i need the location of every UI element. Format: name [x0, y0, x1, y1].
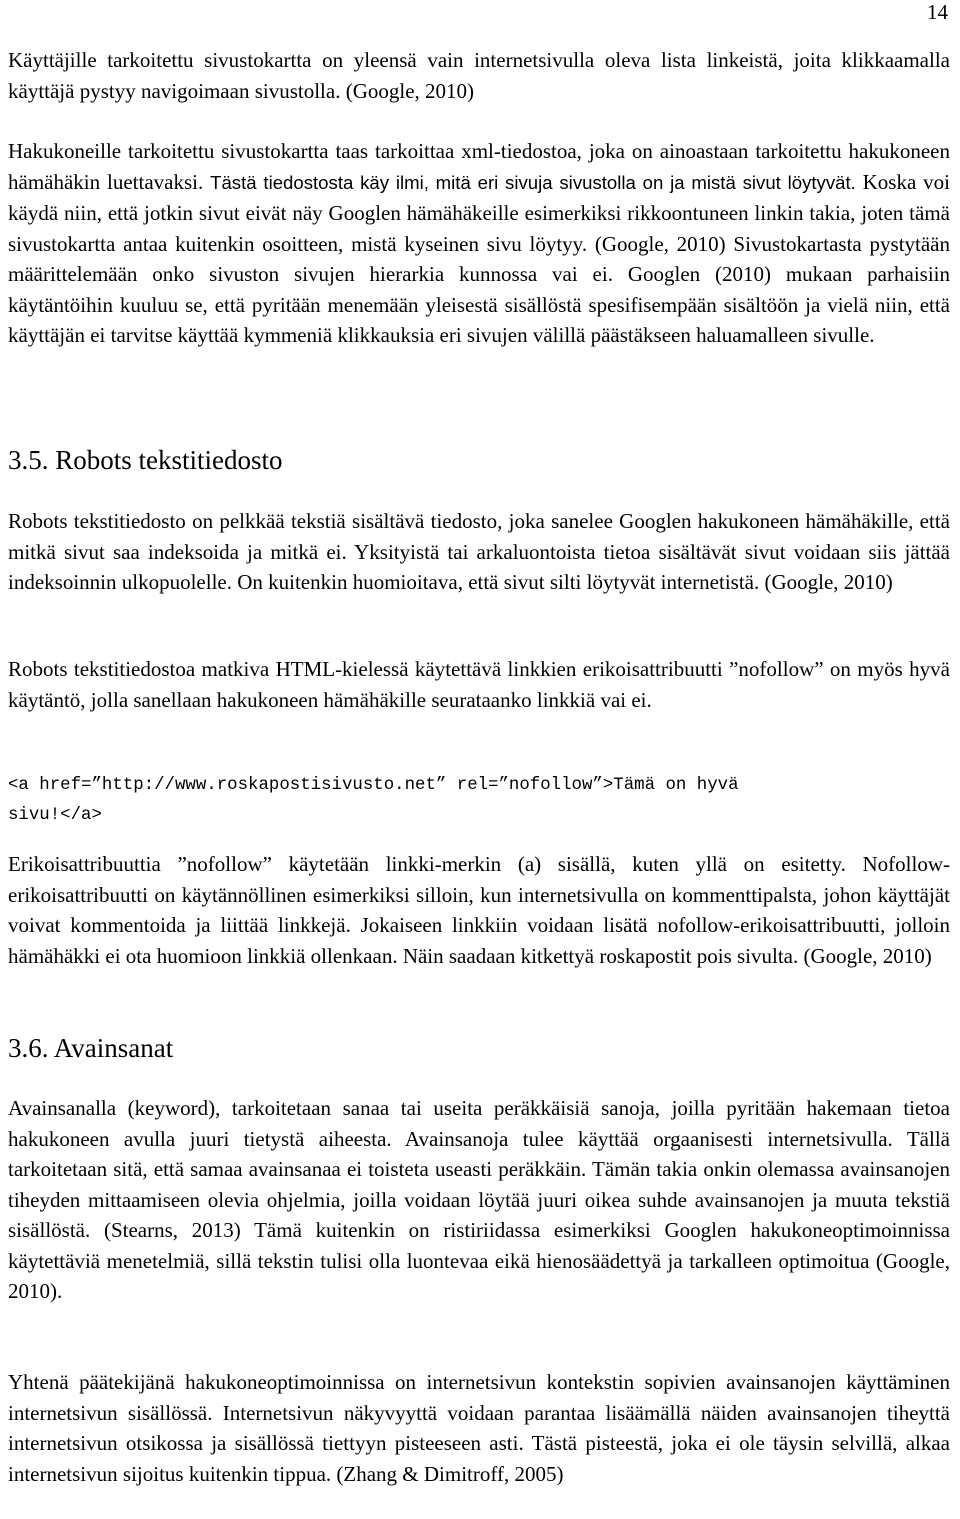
- paragraph-text: Käyttäjille tarkoitettu sivustokartta on yleensä vain internetsivulla oleva lista linkeistä, joita klikkaamalla käyttäjä pystyy navigoimaan sivustolla.: [8, 48, 950, 103]
- paragraph-nofollow-usage: Erikoisattribuuttia ”nofollow” käytetään linkki-merkin (a) sisällä, kuten yllä on esitetty. Nofollow-erikoisattribuutti on käytännöllinen esimerkiksi silloin, kun internetsivulla on kommenttipalsta, johon käyttäjät voivat kommentoida ja liittää linkkejä. Jokaiseen linkkiin voidaan lisätä nofollow-erikoisattribuutti, jolloin hämähäkki ei ota huomioon linkkiä ollenkaan. Näin saadaan kitkettyä roskapostit pois sivulta. (Google, 2010): [8, 852, 950, 968]
- paragraph-text: Koska voi käydä niin, että jotkin sivut eivät näy Googlen hämähäkeille esimerkiksi rikkoontuneen linkin takia, joten tämä sivustokartta antaa kuitenkin osoitteen, mistä kyseinen sivu löytyy.: [8, 169, 950, 256]
- paragraph-nofollow: Robots tekstitiedostoa matkiva HTML-kielessä käytettävä linkkien erikoisattribuutti ”nofollow” on myös hyvä käytäntö, jolla sanellaan hakukoneen hämähäkille seurataanko linkkiä vai ei.: [8, 657, 950, 712]
- paragraph-text: (Google, 2010) Sivustokartasta pystytään määrittelemään onko sivuston sivujen hierarkia kunnossa vai ei. Googlen (2010) mukaan parhaisiin käytäntöihin kuuluu se, että pyritään menemään yleisestä sisällöstä spesifisempään sisältöön ja vielä niin, että käyttäjän ei tarvitse käyttää kymmeniä klikkauksia eri sivujen välillä päästäkseen haluamalleen sivulle.: [8, 231, 950, 347]
- paragraph-keywords: Avainsanalla (keyword), tarkoitetaan sanaa tai useita peräkkäisiä sanoja, joilla pyritään hakemaan tietoa hakukoneen avulla juuri tietystä aiheesta. Avainsanoja tulee käyttää orgaanisesti internetsivulla. Tällä tarkoitetaan sitä, että samaa avainsanaa ei toisteta useasti peräkkäin. Tämän takia onkin olemassa avainsanojen tiheyden mittaamiseen olevia ohjelmia, joilla voidaan löytää juuri oikea suhde avainsanojen ja muuta tekstiä sisällöstä. (Stearns, 2013) Tämä kuitenkin on ristiriidassa esimerkiksi Googlen hakukoneoptimoinnissa käytettäviä menetelmiä, sillä tekstin tulisi olla luontevaa eikä hienosäädettyä ja tarkalleen optimoitua (Google, 2010).: [8, 1096, 950, 1303]
- paragraph-user-sitemap: [8, 45, 950, 106]
- paragraph-search-engine-sitemap: [8, 136, 950, 351]
- paragraph-text-sans: Tästä tiedostosta käy ilmi, mitä eri sivuja sivustolla on ja mistä sivut löytyvät.: [210, 171, 863, 193]
- page-number: 14: [927, 0, 948, 24]
- paragraph-robots-file: Robots tekstitiedosto on pelkkää tekstiä sisältävä tiedosto, joka sanelee Googlen hakukoneen hämähäkille, että mitkä sivut saa indeksoida ja mitkä ei. Yksityistä tai arkaluontoista tietoa sisältävät sivut voidaan siis jättää indeksoinnin ulkopuolelle. On kuitenkin huomioitava, että sivut silti löytyvät internetistä. (Google, 2010): [8, 509, 950, 594]
- code-example: [8, 771, 950, 831]
- code-line: <a href=”http://www.roskapostisivusto.net” rel=”nofollow”>Tämä on hyvä: [8, 776, 739, 795]
- citation: (Google, 2010): [340, 78, 475, 103]
- paragraph-text: Hakukoneille tarkoitettu sivustokartta taas tarkoittaa xml-tiedostoa, joka on ainoastaan tarkoitettu hakukoneen hämähäkin luettavaksi.: [8, 139, 950, 194]
- paragraph-keyword-density: Yhtenä päätekijänä hakukoneoptimoinnissa on internetsivun kontekstin sopivien avainsanojen käyttäminen internetsivun sisällössä. Internetsivun näkyvyyttä voidaan parantaa lisäämällä näiden avainsanojen tiheyttä internetsivun otsikossa ja sisällössä tiettyyn pisteeseen asti. Tästä pisteestä, joka ei ole täysin selvillä, alkaa internetsivun sijoitus kuitenkin tippua. (Zhang & Dimitroff, 2005): [8, 1370, 950, 1486]
- section-heading-3-6: 3.6. Avainsanat: [8, 1033, 174, 1063]
- code-line: sivu!</a>: [8, 806, 102, 825]
- section-heading-3-5: 3.5. Robots tekstitiedosto: [8, 445, 283, 475]
